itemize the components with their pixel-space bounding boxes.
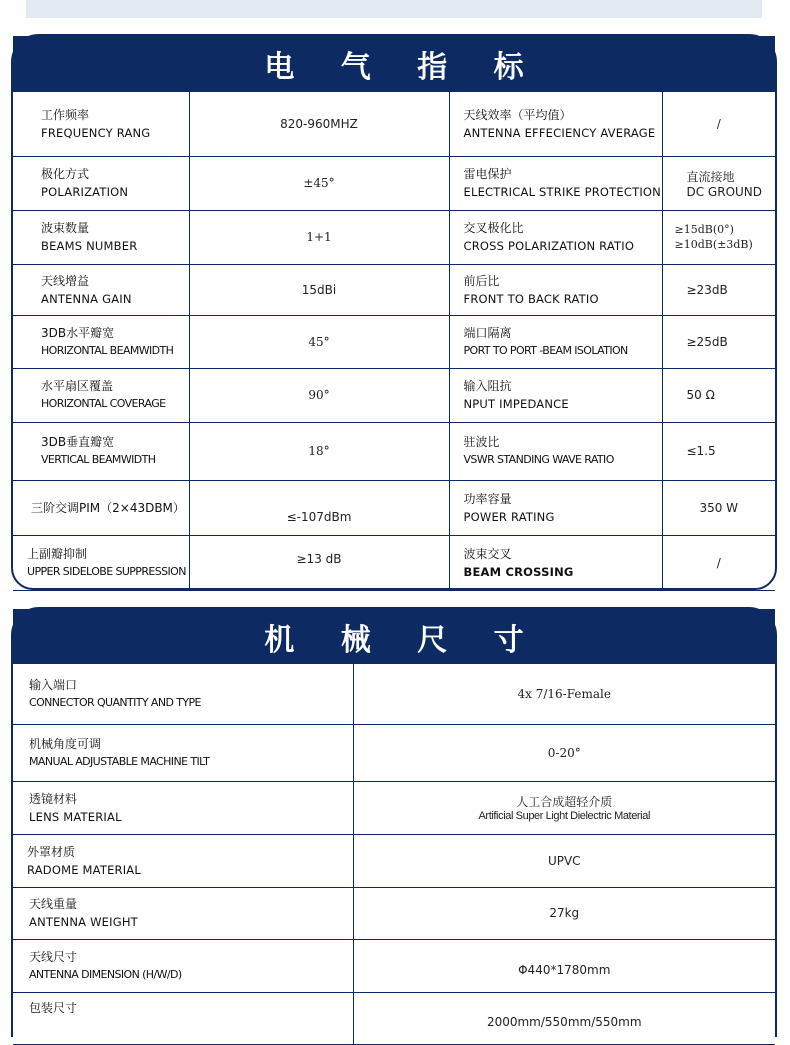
spec-label-en: VERTICAL BEAMWIDTH [41,453,156,466]
spec-label [13,724,353,781]
spec-label-en: PORT TO PORT -BEAM ISOLATION [463,343,628,357]
spec-label [13,92,189,156]
spec-label-en: ELECTRICAL STRIKE PROTECTION [463,185,661,199]
table-row [13,535,775,590]
spec-label [13,992,353,1044]
top-strip [26,0,762,18]
spec-value-cn: 直流接地 [686,169,735,184]
spec-label-en: CROSS POLARIZATION RATIO [463,239,635,253]
spec-label-en: RADOME MATERIAL [27,862,141,877]
spec-label-cn: 功率容量 [463,491,512,506]
spec-label-en: POWER RATING [463,509,555,524]
spec-label-cn: 上副瓣抑制 [27,546,88,561]
spec-label [13,156,189,210]
spec-label [13,535,189,590]
spec-label-cn: 波束交叉 [463,546,512,561]
table-row [13,422,775,480]
spec-label [449,156,662,210]
spec-label [449,422,662,480]
spec-label-en: CONNECTOR QUANTITY AND TYPE [29,695,201,709]
spec-label-cn: 水平扇区覆盖 [41,379,114,393]
spec-label-en: ANTENNA DIMENSION (H/W/D) [29,967,182,981]
table-row [13,664,775,724]
spec-value: 820-960MHZ [189,92,449,156]
spec-label [13,480,189,535]
electrical-spec-card [11,34,777,590]
mechanical-header [13,609,775,664]
spec-label-cn: 三阶交调PIM（2×43DBM） [31,500,185,515]
spec-label-en: HORIZONTAL BEAMWIDTH [41,343,174,357]
spec-label-cn: 前后比 [463,273,500,288]
spec-value: 18° [189,422,449,480]
spec-label-cn: 天线增益 [41,273,90,288]
spec-value-en: DC GROUND [686,184,763,199]
spec-label-cn: 包装尺寸 [29,1000,78,1015]
spec-value-line-2: ≥10dB(±3dB) [674,238,753,251]
spec-value: ≥13 dB [189,535,449,590]
spec-value: 1+1 [189,210,449,264]
spec-label [449,535,662,590]
spec-label-cn: 天线效率（平均值） [463,107,572,122]
spec-value [662,210,775,264]
spec-value-cn: 人工合成超轻介质 [516,795,613,809]
spec-label-en: BEAMS NUMBER [41,239,138,253]
spec-value: 350 W [662,480,775,535]
mechanical-title: 机 械 尺 寸 [264,622,542,658]
spec-label [449,264,662,315]
electrical-title: 电 气 指 标 [264,50,542,85]
table-row [13,368,775,422]
spec-label-cn: 输入阻抗 [463,379,512,393]
spec-value: 15dBi [189,264,449,315]
spec-label-cn: 天线尺寸 [29,949,78,964]
table-row [13,939,775,992]
spec-value-en: Artificial Super Light Dielectric Material [478,810,650,822]
table-row [13,724,775,781]
spec-label-cn: 端口隔离 [463,325,512,340]
spec-value: 0-20° [353,724,775,781]
spec-label [449,210,662,264]
spec-label [449,480,662,535]
spec-label-en: ANTENNA WEIGHT [29,915,138,929]
spec-label-cn: 外罩材质 [27,844,76,859]
spec-label [449,92,662,156]
spec-label [449,368,662,422]
spec-label-cn: 输入端口 [29,677,78,692]
table-row [13,264,775,315]
spec-value: / [662,535,775,590]
electrical-header [13,36,775,92]
spec-label-cn: 交叉极化比 [463,221,524,235]
table-row [13,210,775,264]
spec-label-cn: 波束数量 [41,221,90,235]
spec-value [353,781,775,834]
table-row [13,92,775,156]
spec-label-en: ANTENNA EFFECIENCY AVERAGE [463,125,656,140]
spec-value: ≥25dB [662,315,775,368]
spec-label-en: FRONT TO BACK RATIO [463,291,599,306]
spec-value: ≤1.5 [662,422,775,480]
spec-label-en: FREQUENCY RANG [41,125,151,140]
table-row [13,156,775,210]
spec-value [662,156,775,210]
spec-value: ≥23dB [662,264,775,315]
spec-label-cn: 驻波比 [463,435,500,449]
spec-value: ≤-107dBm [189,480,449,535]
spec-value: 2000mm/550mm/550mm [353,992,775,1044]
spec-label-en: NPUT IMPEDANCE [463,397,569,411]
spec-label-en: VSWR STANDING WAVE RATIO [463,453,614,466]
spec-label-en: BEAM CROSSING [463,564,574,579]
table-row [13,781,775,834]
spec-label-cn: 天线重量 [29,897,78,911]
spec-label [13,210,189,264]
spec-label [13,939,353,992]
spec-label-en: ANTENNA GAIN [41,291,132,306]
spec-label-cn: 3DB垂直瓣宽 [41,435,115,449]
spec-label-cn: 雷电保护 [463,167,512,181]
spec-label [13,264,189,315]
spec-label [13,368,189,422]
spec-label [13,834,353,887]
spec-label-en: UPPER SIDELOBE SUPPRESSION [27,564,186,578]
spec-label-en: LENS MATERIAL [29,809,122,824]
spec-value: 4x 7/16-Female [353,664,775,724]
spec-value-line-1: ≥15dB(0°) [674,223,734,236]
spec-label-en: POLARIZATION [41,185,129,199]
spec-value: Φ440*1780mm [353,939,775,992]
spec-label [13,887,353,939]
electrical-spec-table [13,92,775,591]
mechanical-spec-table [13,664,775,1045]
spec-value: / [662,92,775,156]
spec-value: ±45° [189,156,449,210]
spec-label [13,422,189,480]
spec-value: 27kg [353,887,775,939]
mechanical-spec-card [11,607,777,1037]
spec-value: 50 Ω [662,368,775,422]
spec-label-en: MANUAL ADJUSTABLE MACHINE TILT [29,754,210,768]
table-row [13,315,775,368]
spec-label-cn: 3DB水平瓣宽 [41,325,115,340]
spec-label-cn: 极化方式 [41,167,90,181]
spec-label-en: HORIZONTAL COVERAGE [41,397,166,410]
table-row [13,887,775,939]
spec-label-cn: 机械角度可调 [29,736,102,751]
spec-label [449,315,662,368]
spec-label [13,664,353,724]
table-row [13,992,775,1044]
spec-value: 45° [189,315,449,368]
table-row [13,480,775,535]
spec-value: 90° [189,368,449,422]
table-row [13,834,775,887]
spec-label [13,315,189,368]
spec-label [13,781,353,834]
spec-label-cn: 工作频率 [41,107,90,122]
spec-value: UPVC [353,834,775,887]
spec-label-cn: 透镜材料 [29,791,78,806]
